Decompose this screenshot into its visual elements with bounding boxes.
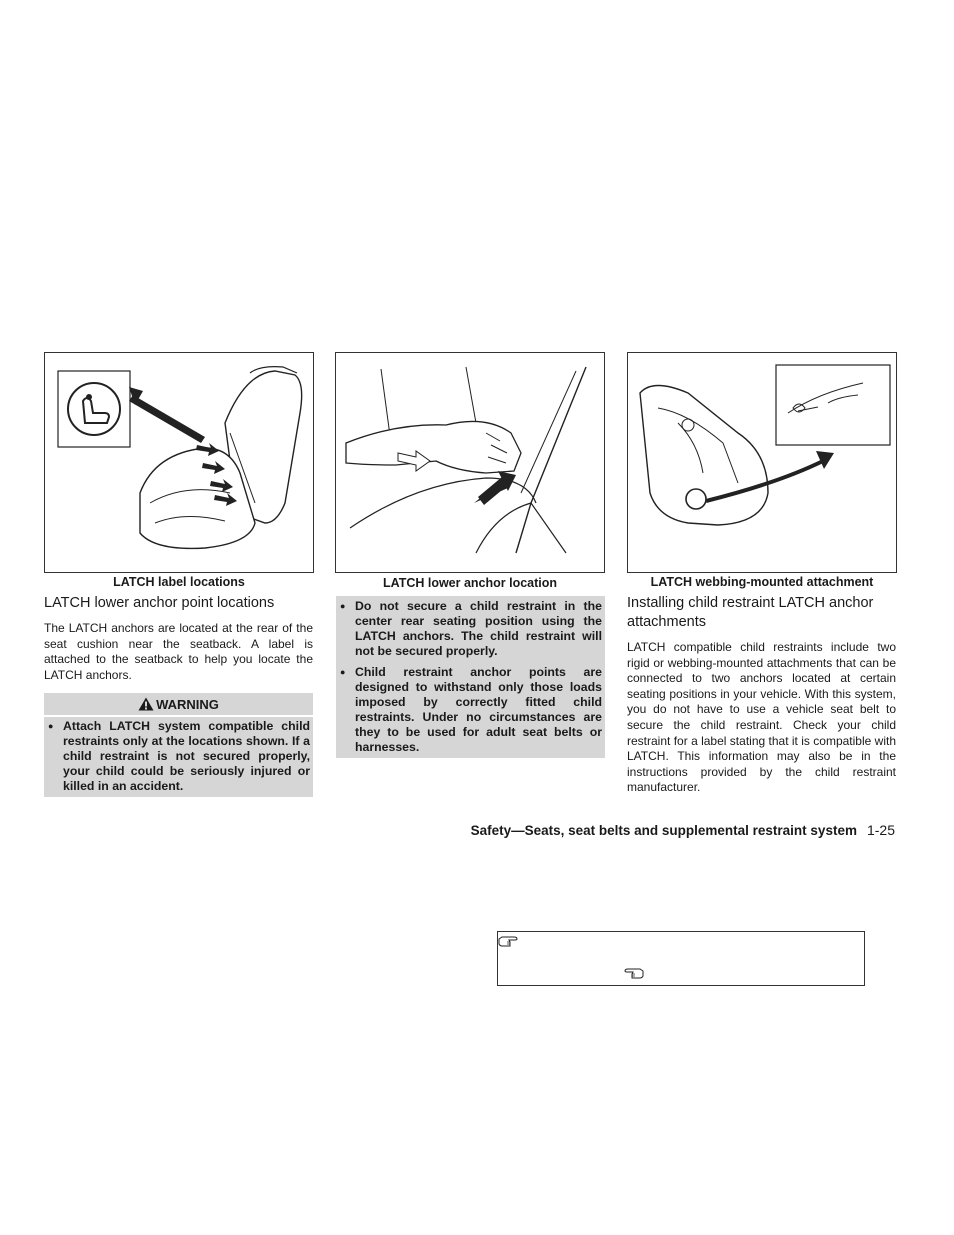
figure-caption-2: LATCH lower anchor location bbox=[382, 576, 558, 590]
section-heading-installing: Installing child restraint LATCH anchor attachments bbox=[627, 595, 874, 630]
figure-latch-label-locations bbox=[44, 352, 314, 573]
hands-anchor-illustration bbox=[336, 353, 604, 572]
warning-bullet: ● Attach LATCH system compatible child restraints only at the locations shown. If a child restraint is not secured properly, your child could be seriously injured or killed in an accident. bbox=[46, 719, 310, 794]
figure-latch-webbing-attachment bbox=[627, 352, 897, 573]
figure-latch-lower-anchor bbox=[335, 352, 605, 573]
page-footer bbox=[471, 822, 895, 838]
warning-triangle-icon bbox=[138, 697, 154, 711]
figure-caption-3: LATCH webbing-mounted attachment bbox=[650, 575, 874, 589]
warning-bullet: ● Child restraint anchor points are designed to withstand only those loads imposed by correctly fitted child restraints. Under no circumstances are they to be used for adult seat belts or harnesses. bbox=[338, 665, 602, 755]
child-seat-illustration bbox=[628, 353, 896, 572]
warning-box-left bbox=[44, 717, 313, 797]
figure-caption-1: LATCH label locations bbox=[113, 575, 245, 589]
warning-header bbox=[44, 693, 313, 715]
pointing-hand-icon bbox=[498, 934, 518, 948]
note-box bbox=[497, 931, 865, 986]
installing-body: LATCH compatible child restraints include two rigid or webbing-mounted attachments that can be connected to two anchors located at certain seating positions in your vehicle. With this system, you do not have to use a vehicle seat belt to secure the child restraint. Check your child restraint for a label stating that it is compatible with LATCH. This information may also be in the instructions provided by the child restraint manufacturer. bbox=[627, 640, 896, 795]
warning-box-middle bbox=[336, 596, 605, 758]
anchor-locations-body: The LATCH anchors are located at the rear of the seat cushion near the seatback. A label is attached to the seatback to help you locate the LATCH anchors. bbox=[44, 621, 313, 682]
footer-section-title: Safety—Seats, seat belts and supplemental restraint system bbox=[470, 823, 857, 838]
pointing-hand-icon bbox=[624, 966, 644, 980]
seat-illustration bbox=[45, 353, 313, 572]
warning-bullet: ● Do not secure a child restraint in the center rear seating position using the LATCH anchors. The child restraint will not be secured properly. bbox=[338, 599, 602, 659]
section-heading-anchor-locations: LATCH lower anchor point locations bbox=[44, 595, 275, 611]
warning-label: WARNING bbox=[156, 696, 219, 712]
page-number: 1-25 bbox=[866, 822, 895, 838]
